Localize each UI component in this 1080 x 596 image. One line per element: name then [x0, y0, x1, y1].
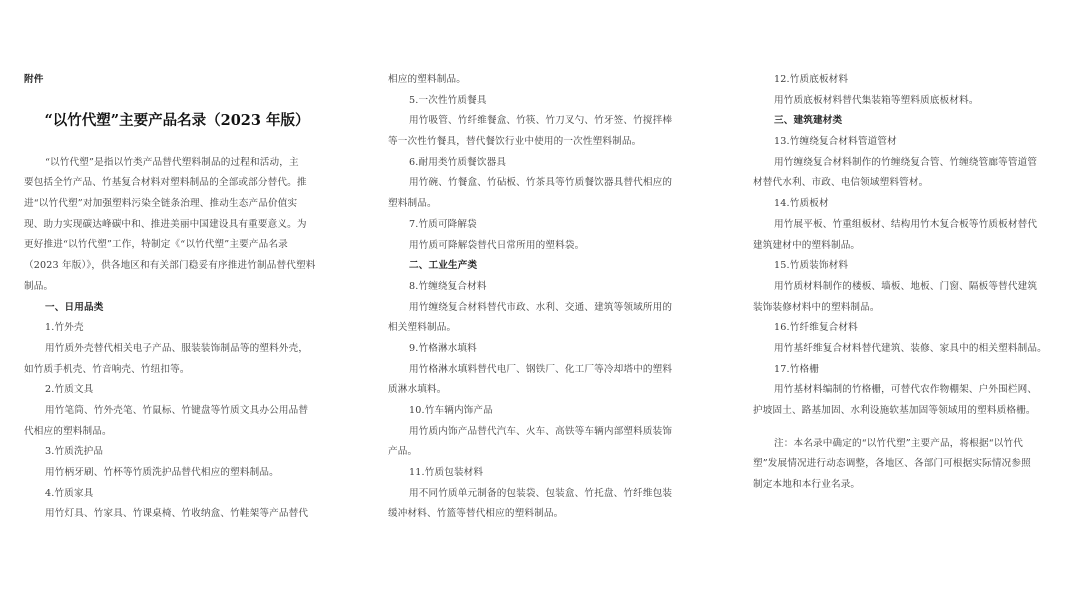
- item-text: 等一次性竹餐具，替代餐饮行业中使用的一次性塑料制品。: [388, 136, 642, 148]
- intro-line: （2023 年版）》，供各地区和有关部门稳妥有序推进竹制品替代塑料: [24, 260, 316, 272]
- item-text: 用竹柄牙刷、竹杯等竹质洗护品替代相应的塑料制品。: [45, 467, 279, 478]
- item-heading: 2.竹质文具: [45, 384, 94, 396]
- item-text: 用竹基材料编制的竹格栅，可替代农作物棚架、户外围栏网、: [774, 384, 1038, 396]
- document-title: “以竹代塑”主要产品名录（2023 年版）: [44, 111, 310, 129]
- spacer: [753, 422, 1065, 434]
- item-text: 用竹碗、竹餐盒、竹砧板、竹茶具等竹质餐饮器具替代相应的: [409, 177, 673, 189]
- item-text: 用竹展平板、竹重组板材、结构用竹木复合板等竹质板材替代: [774, 218, 1038, 230]
- item-text: 质淋水填料。: [388, 384, 447, 396]
- item-text: 用不同竹质单元制备的包装袋、包装盒、竹托盘、竹纤维包装: [409, 487, 673, 499]
- item-heading: 15.竹质装饰材料: [774, 260, 849, 272]
- item-text: 用竹质可降解袋替代日常所用的塑料袋。: [409, 239, 585, 251]
- item-text: 相应的塑料制品。: [388, 74, 466, 85]
- item-text: 相关塑料制品。: [388, 322, 457, 334]
- item-text: 用竹质材料制作的楼板、墙板、地板、门窗、隔板等替代建筑: [774, 280, 1038, 292]
- intro-line: 现、助力实现碳达峰碳中和、推进美丽中国建设具有重要意义。为: [24, 218, 307, 230]
- intro-line: 制品。: [24, 280, 54, 292]
- item-text: 如竹质手机壳、竹音响壳、竹纽扣等。: [24, 363, 190, 375]
- item-heading: 3.竹质洗护品: [45, 446, 104, 458]
- item-heading: 1.竹外壳: [45, 322, 84, 334]
- item-heading: 7.竹质可降解袋: [409, 218, 477, 230]
- item-text: 用竹格淋水填料替代电厂、钢铁厂、化工厂等冷却塔中的塑料: [409, 363, 673, 375]
- section-heading: 三、建筑建材类: [774, 115, 843, 127]
- intro-line: 要包括全竹产品、竹基复合材料对塑料制品的全部或部分替代。推: [24, 177, 307, 189]
- item-text: 塑料制品。: [388, 198, 437, 210]
- item-text: 产品。: [388, 446, 418, 458]
- section-heading: 二、工业生产类: [409, 260, 478, 272]
- note-line: 塑”发展情况进行动态调整，各地区、各部门可根据实际情况参照: [753, 458, 1031, 470]
- item-text: 用竹基纤维复合材料替代建筑、装修、家具中的相关塑料制品。: [774, 342, 1047, 354]
- item-heading: 12.竹质底板材料: [774, 74, 849, 85]
- item-text: 代相应的塑料制品。: [24, 425, 112, 437]
- page-column-3: [753, 70, 1065, 496]
- item-heading: 14.竹质板材: [774, 198, 829, 210]
- intro-line: 更好推进“以竹代塑”工作，特制定《“以竹代塑”主要产品名录: [24, 239, 288, 251]
- item-text: 用竹质底板材料替代集装箱等塑料质底板材料。: [774, 94, 979, 106]
- item-heading: 11.竹质包装材料: [409, 467, 484, 479]
- page-column-2: [388, 70, 700, 525]
- item-heading: 5.一次性竹质餐具: [409, 94, 487, 106]
- item-text: 用竹吸管、竹纤维餐盒、竹筷、竹刀叉勺、竹牙签、竹搅拌棒: [409, 115, 673, 127]
- item-heading: 13.竹缠绕复合材料管道管材: [774, 136, 897, 148]
- item-text: 用竹笔筒、竹外壳笔、竹鼠标、竹键盘等竹质文具办公用品替: [45, 404, 309, 416]
- item-heading: 10.竹车辆内饰产品: [409, 405, 493, 416]
- section-heading: 一、日用品类: [45, 301, 104, 313]
- attachment-label: 附件: [24, 74, 44, 85]
- item-heading: 6.耐用类竹质餐饮器具: [409, 156, 507, 168]
- item-heading: 9.竹格淋水填料: [409, 342, 477, 354]
- note-line: 注：本名录中确定的“以竹代塑”主要产品，将根据“以竹代: [774, 437, 1024, 449]
- item-text: 用竹缠绕复合材料替代市政、水利、交通、建筑等领域所用的: [409, 301, 673, 313]
- item-text: 装饰装修材料中的塑料制品。: [753, 301, 880, 313]
- item-text: 建筑建材中的塑料制品。: [753, 239, 861, 251]
- item-text: 材替代水利、市政、电信领域塑料管材。: [753, 177, 929, 189]
- item-text: 用竹缠绕复合材料制作的竹缠绕复合管、竹缠绕管廊等管道管: [774, 156, 1038, 168]
- item-text: 用竹质外壳替代相关电子产品、服装装饰制品等的塑料外壳，: [45, 342, 309, 354]
- intro-line: “以竹代塑”是指以竹类产品替代塑料制品的过程和活动，主: [45, 156, 299, 168]
- item-text: 用竹质内饰产品替代汽车、火车、高铁等车辆内部塑料质装饰: [409, 425, 673, 437]
- note-line: 制定本地和本行业名录。: [753, 479, 861, 491]
- item-text: 护坡固土、路基加固、水利设施软基加固等领域用的塑料质格栅。: [753, 405, 1036, 416]
- item-heading: 4.竹质家具: [45, 487, 94, 499]
- item-heading: 8.竹缠绕复合材料: [409, 280, 487, 292]
- item-heading: 16.竹纤维复合材料: [774, 322, 858, 334]
- intro-line: 进“以竹代塑”对加强塑料污染全链条治理、推动生态产品价值实: [24, 198, 298, 210]
- item-text: 用竹灯具、竹家具、竹课桌椅、竹收纳盒、竹鞋架等产品替代: [45, 508, 309, 520]
- item-text: 缓冲材料、竹篮等替代相应的塑料制品。: [388, 508, 564, 520]
- item-heading: 17.竹格栅: [774, 363, 819, 375]
- page-column-1: [24, 70, 336, 525]
